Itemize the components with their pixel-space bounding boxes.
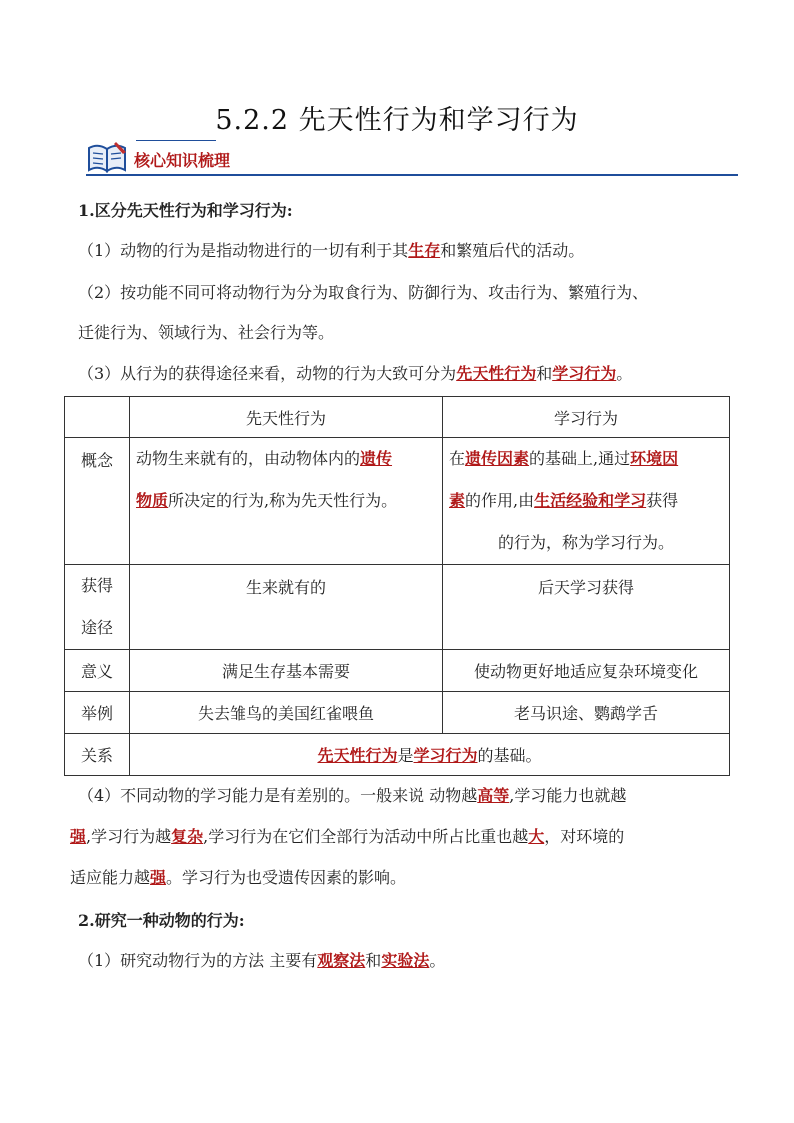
keyword: 大: [528, 827, 545, 846]
table-row-way: [65, 565, 730, 650]
text: （1）动物的行为是指动物进行的一切有利于其: [78, 241, 409, 260]
text-line: [136, 480, 436, 522]
paragraph-4-line-1: [78, 786, 626, 806]
concept-learned: [443, 438, 730, 565]
keyword: 高等: [477, 786, 510, 805]
relation-text: [130, 734, 730, 776]
table-row-meaning: [65, 650, 730, 692]
text: （1）研究动物行为的方法 主要有: [78, 951, 318, 970]
way-learned: 后天学习获得: [443, 565, 730, 650]
example-learned: 老马识途、鹦鹉学舌: [443, 692, 730, 734]
text: 适应能力越: [70, 868, 151, 887]
text: 获得: [646, 491, 679, 510]
text: 。: [616, 364, 633, 383]
page-title: 5.2.2 先天性行为和学习行为: [215, 105, 579, 136]
text: 和: [365, 951, 382, 970]
text: 。: [429, 951, 446, 970]
header-top-rule: [136, 140, 216, 141]
header-rule: [86, 174, 738, 176]
text-line: [449, 480, 723, 522]
keyword: 复杂: [171, 827, 204, 846]
text: 在: [449, 449, 466, 468]
keyword: 环境因: [630, 449, 679, 468]
label-line: 获得: [80, 576, 113, 595]
meaning-learned: 使动物更好地适应复杂环境变化: [443, 650, 730, 692]
keyword: 实验法: [381, 951, 430, 970]
text: 和: [536, 364, 553, 383]
keyword: 学习行为: [413, 746, 478, 765]
paragraph-1: [78, 241, 584, 261]
section-2-heading: 2.研究一种动物的行为:: [78, 911, 245, 930]
keyword: 物质: [136, 491, 169, 510]
text: ,学习行为在它们全部行为活动中所占比重也越: [203, 827, 529, 846]
paragraph-2-line-1: （2）按功能不同可将动物行为分为取食行为、防御行为、攻击行为、繁殖行为、: [78, 283, 649, 302]
row-label: 概念: [65, 438, 130, 565]
keyword: 强: [150, 868, 167, 887]
keyword: 遗传因素: [465, 449, 530, 468]
text: 动物生来就有的，由动物体内的: [136, 449, 361, 468]
paragraph-2-line-2: 迁徙行为、领域行为、社会行为等。: [78, 323, 335, 342]
text: ,学习行为越: [86, 827, 172, 846]
table-row-concept: [65, 438, 730, 565]
text: 的作用,由: [465, 491, 535, 510]
keyword: 素: [449, 491, 466, 510]
way-innate: 生来就有的: [130, 565, 443, 650]
text: （4）不同动物的学习能力是有差别的。一般来说 动物越: [78, 786, 478, 805]
text: 是: [397, 746, 414, 765]
label-line: 途径: [80, 618, 113, 637]
paragraph-3: [78, 364, 632, 384]
text: 的基础。: [477, 746, 542, 765]
comparison-table: [64, 396, 730, 776]
text: 。学习行为也受遗传因素的影响。: [166, 868, 407, 887]
text: （3）从行为的获得途径来看，动物的行为大致可分为: [78, 364, 457, 383]
paragraph-4-line-3: [70, 868, 406, 888]
example-innate: 失去雏鸟的美国红雀喂鱼: [130, 692, 443, 734]
text-line: 的行为，称为学习行为。: [497, 533, 674, 552]
table-row-relation: [65, 734, 730, 776]
text: ，对环境的: [544, 827, 625, 846]
keyword: 遗传: [360, 449, 393, 468]
keyword: 学习行为: [552, 364, 617, 383]
keyword: 先天性行为: [456, 364, 537, 383]
keyword: 生活经验和学习: [534, 491, 647, 510]
text: 的基础上,通过: [529, 449, 631, 468]
text: ,学习能力也就越: [509, 786, 627, 805]
open-book-icon: [86, 140, 130, 174]
header-innate: 先天性行为: [130, 397, 443, 438]
row-label: 关系: [65, 734, 130, 776]
keyword: 先天性行为: [317, 746, 398, 765]
header-learned: 学习行为: [443, 397, 730, 438]
header-empty-cell: [65, 397, 130, 438]
meaning-innate: 满足生存基本需要: [130, 650, 443, 692]
text: 所决定的行为,称为先天性行为。: [168, 491, 398, 510]
row-label: [65, 565, 130, 650]
row-label: 举例: [65, 692, 130, 734]
table-row-example: [65, 692, 730, 734]
keyword: 生存: [408, 241, 441, 260]
concept-innate: [130, 438, 443, 565]
section-2-paragraph-1: [78, 951, 445, 971]
section-header-label: 核心知识梳理: [134, 151, 231, 170]
text: 和繁殖后代的活动。: [440, 241, 585, 260]
text-line: [136, 438, 436, 480]
text-line: [449, 438, 723, 480]
section-1-heading: 1.区分先天性行为和学习行为:: [78, 201, 293, 220]
row-label: 意义: [65, 650, 130, 692]
paragraph-4-line-2: [70, 827, 624, 847]
keyword: 强: [70, 827, 87, 846]
keyword: 观察法: [317, 951, 366, 970]
table-header-row: [65, 397, 730, 438]
